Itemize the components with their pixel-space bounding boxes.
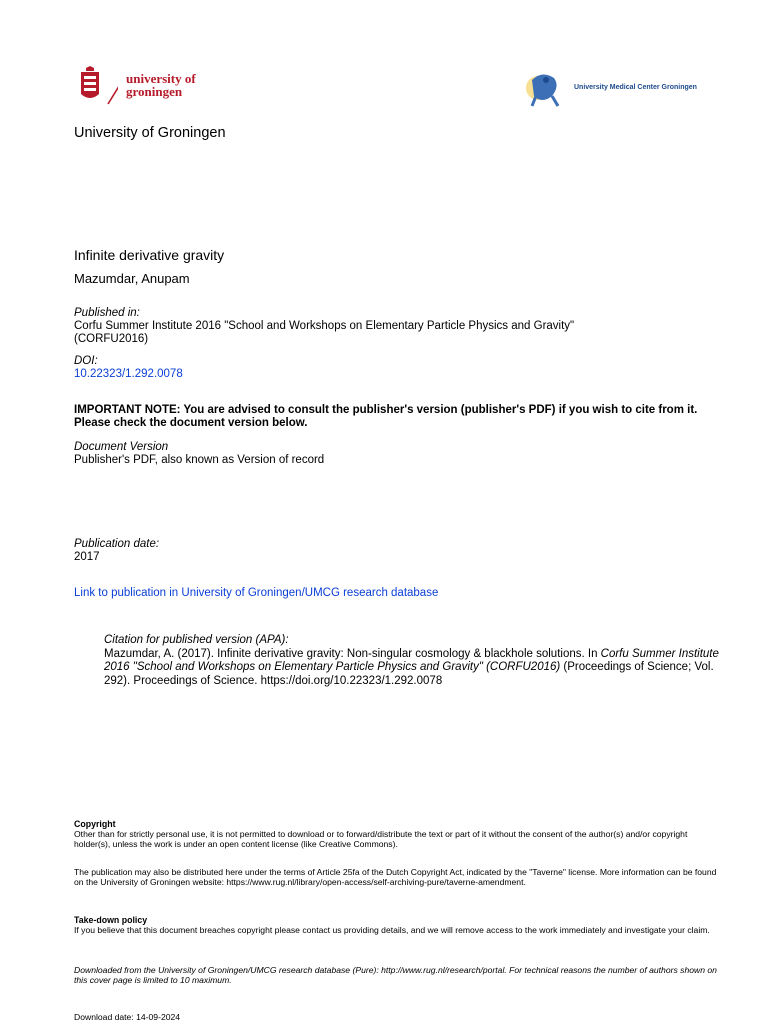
document-version-label: Document Version [74,441,169,453]
copyright-heading: Copyright [74,819,116,829]
publication-date-label: Publication date: [74,538,160,550]
publication-date-section [74,538,159,564]
takedown-section [74,915,724,935]
copyright-text: Other than for strictly personal use, it is not permitted to download or to forward/distribute the text or part of it without the consent of the author(s) and/or copyright holder(s), unless the work is under an open content license (like Creative Commons). [74,829,688,849]
database-link[interactable]: Link to publication in University of Groningen/UMCG research database [74,587,439,599]
umcg-logo-text: University Medical Center Groningen [574,84,697,91]
published-in-line1: Corfu Summer Institute 2016 "School and Workshops on Elementary Particle Physics and Gravity" [74,320,575,332]
publication-date-value: 2017 [74,551,100,563]
published-in-label: Published in: [74,307,140,319]
takedown-text: If you believe that this document breaches copyright please contact us providing details, and we will remove access to the work immediately and investigate your claim. [74,925,710,935]
published-in-section [74,307,574,346]
doi-section [74,355,183,381]
important-note: IMPORTANT NOTE: You are advised to consult the publisher's version (publisher's PDF) if you wish to cite from it. Please check the document version below. [74,404,698,429]
doi-link[interactable]: 10.22323/1.292.0078 [74,368,183,380]
rug-crest-icon [78,66,118,108]
database-link-row [74,587,438,600]
citation-text: Mazumdar, A. (2017). Infinite derivative gravity: Non-singular cosmology & blackhole solutions. In Corfu Summer Institute 2016 "School and Workshops on Elementary Particle Physics and Gravity" (CORFU2016) (Proceedings of Science; Vol. 292). Proceedings of Science. https://doi.org/10.22323/1.292.0078 [104,647,719,687]
downloaded-from-text: Downloaded from the University of Groningen/UMCG research database (Pure): http://www.rug.nl/research/portal. For technical reasons the number of authors shown on this cover page is limited to 10 maximum. [74,965,717,985]
published-in-line2: (CORFU2016) [74,333,149,345]
umcg-frog-icon [526,66,566,110]
umcg-logo [526,66,706,110]
doi-label: DOI: [74,355,98,367]
rug-logo-text: university of groningen [126,71,196,99]
document-version-value: Publisher's PDF, also known as Version of record [74,454,325,466]
institution-heading: University of Groningen [74,125,226,141]
taverne-text: The publication may also be distributed here under the terms of Article 25fa of the Dutch Copyright Act, indicated by the "Taverne" license. More information can be found on the University of Groningen website: https://www.rug.nl/library/open-access/self-archiving-pure/taverne-amendment. [74,867,717,887]
citation-section [104,634,734,688]
takedown-heading: Take-down policy [74,915,148,925]
university-of-groningen-logo [78,66,228,108]
publication-author: Mazumdar, Anupam [74,271,190,286]
download-date: Download date: 14-09-2024 [74,1012,181,1022]
document-version-section [74,441,324,467]
publication-title: Infinite derivative gravity [74,247,225,263]
citation-label: Citation for published version (APA): [104,634,289,646]
copyright-section [74,819,724,849]
